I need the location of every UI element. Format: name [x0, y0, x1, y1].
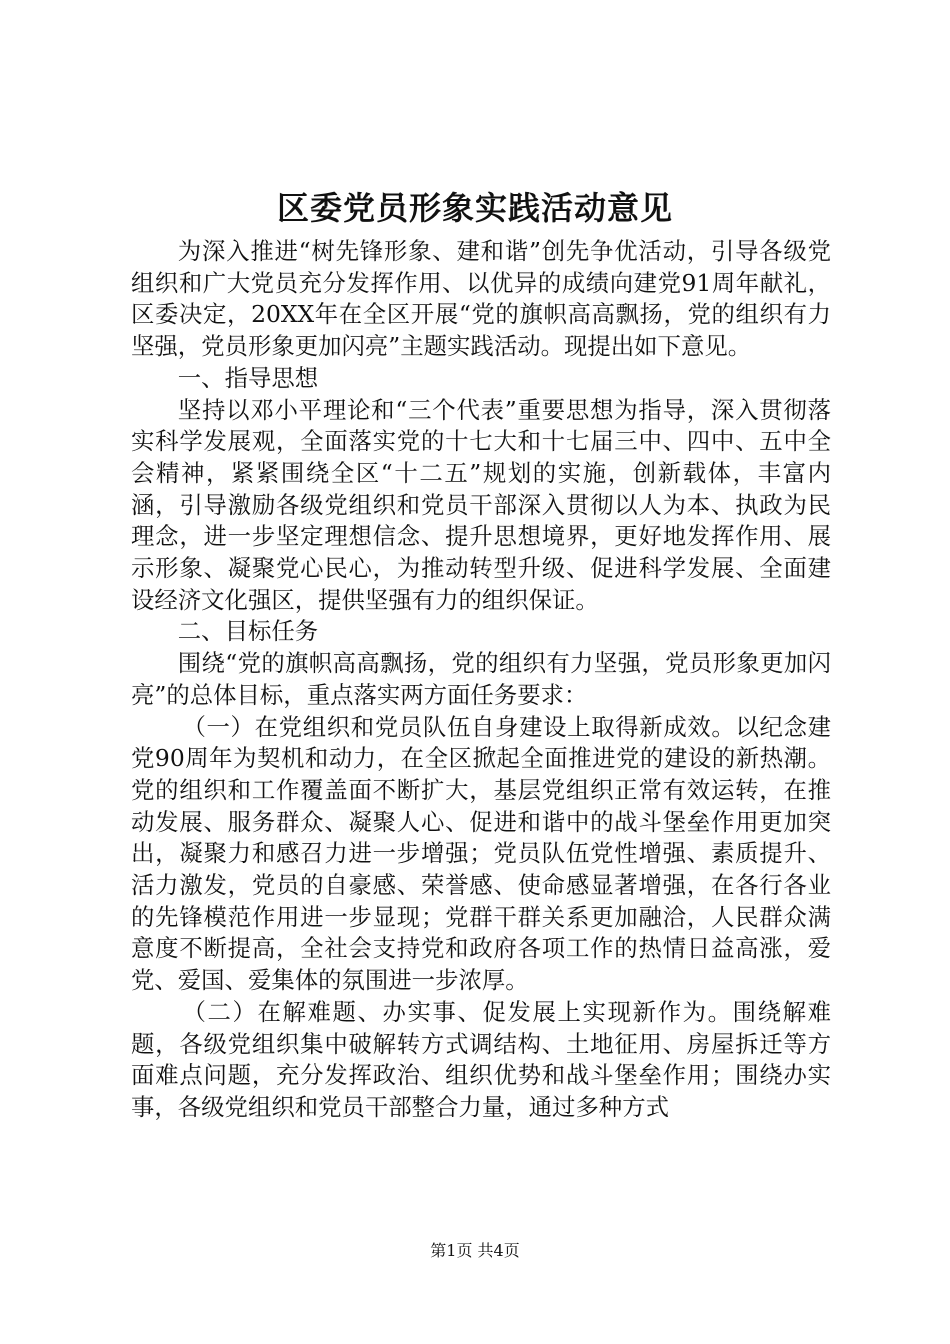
subsection-one-paragraph: （一）在党组织和党员队伍自身建设上取得新成效。以纪念建党90周年为契机和动力，在全区掀起全面推进党的建设的新热潮。党的组织和工作覆盖面不断扩大，基层党组织正常有效运转，在推动发展、服务群众、凝聚人心、促进和谐中的战斗堡垒作用更加突出，凝聚力和感召力进一步增强；党员队伍党性增强、素质提升、活力激发，党员的自豪感、荣誉感、使命感显著增强，在各行各业的先锋模范作用进一步显现；党群干群关系更加融洽，人民群众满意度不断提高，全社会支持党和政府各项工作的热情日益高涨，爱党、爱国、爱集体的氛围进一步浓厚。	[131, 712, 831, 995]
guiding-thought-paragraph: 坚持以邓小平理论和“三个代表”重要思想为指导，深入贯彻落实科学发展观，全面落实党的十七大和十七届三中、四中、五中全会精神，紧紧围绕全区“十二五”规划的实施，创新载体，丰富内涵，引导激励各级党组织和党员干部深入贯彻以人为本、执政为民理念，进一步坚定理想信念、提升思想境界，更好地发挥作用、展示形象、凝聚党心民心，为推动转型升级、促进科学发展、全面建设经济文化强区，提供坚强有力的组织保证。	[131, 395, 831, 614]
page-footer: 第1页 共4页	[430, 1241, 520, 1260]
intro-paragraph: 为深入推进“树先锋形象、建和谐”创先争优活动，引导各级党组织和广大党员充分发挥作用、以优异的成绩向建党91周年献礼，区委决定，20XX年在全区开展“党的旗帜高高飘扬，党的组织有力坚强，党员形象更加闪亮”主题实践活动。现提出如下意见。	[131, 237, 831, 361]
section-heading-goals: 二、目标任务	[177, 617, 319, 646]
section-heading-guiding-thought: 一、指导思想	[177, 363, 319, 392]
document-body	[131, 236, 831, 1124]
document-title: 区委党员形象实践活动意见	[276, 189, 673, 227]
subsection-two-paragraph: （二）在解难题、办实事、促发展上实现新作为。围绕解难题，各级党组织集中破解转方式调结构、土地征用、房屋拆迁等方面难点问题，充分发挥政治、组织优势和战斗堡垒作用；围绕办实事，各级党组织和党员干部整合力量，通过多种方式	[131, 997, 831, 1121]
goals-paragraph: 围绕“党的旗帜高高飘扬，党的组织有力坚强，党员形象更加闪亮”的总体目标，重点落实两方面任务要求：	[131, 649, 831, 709]
